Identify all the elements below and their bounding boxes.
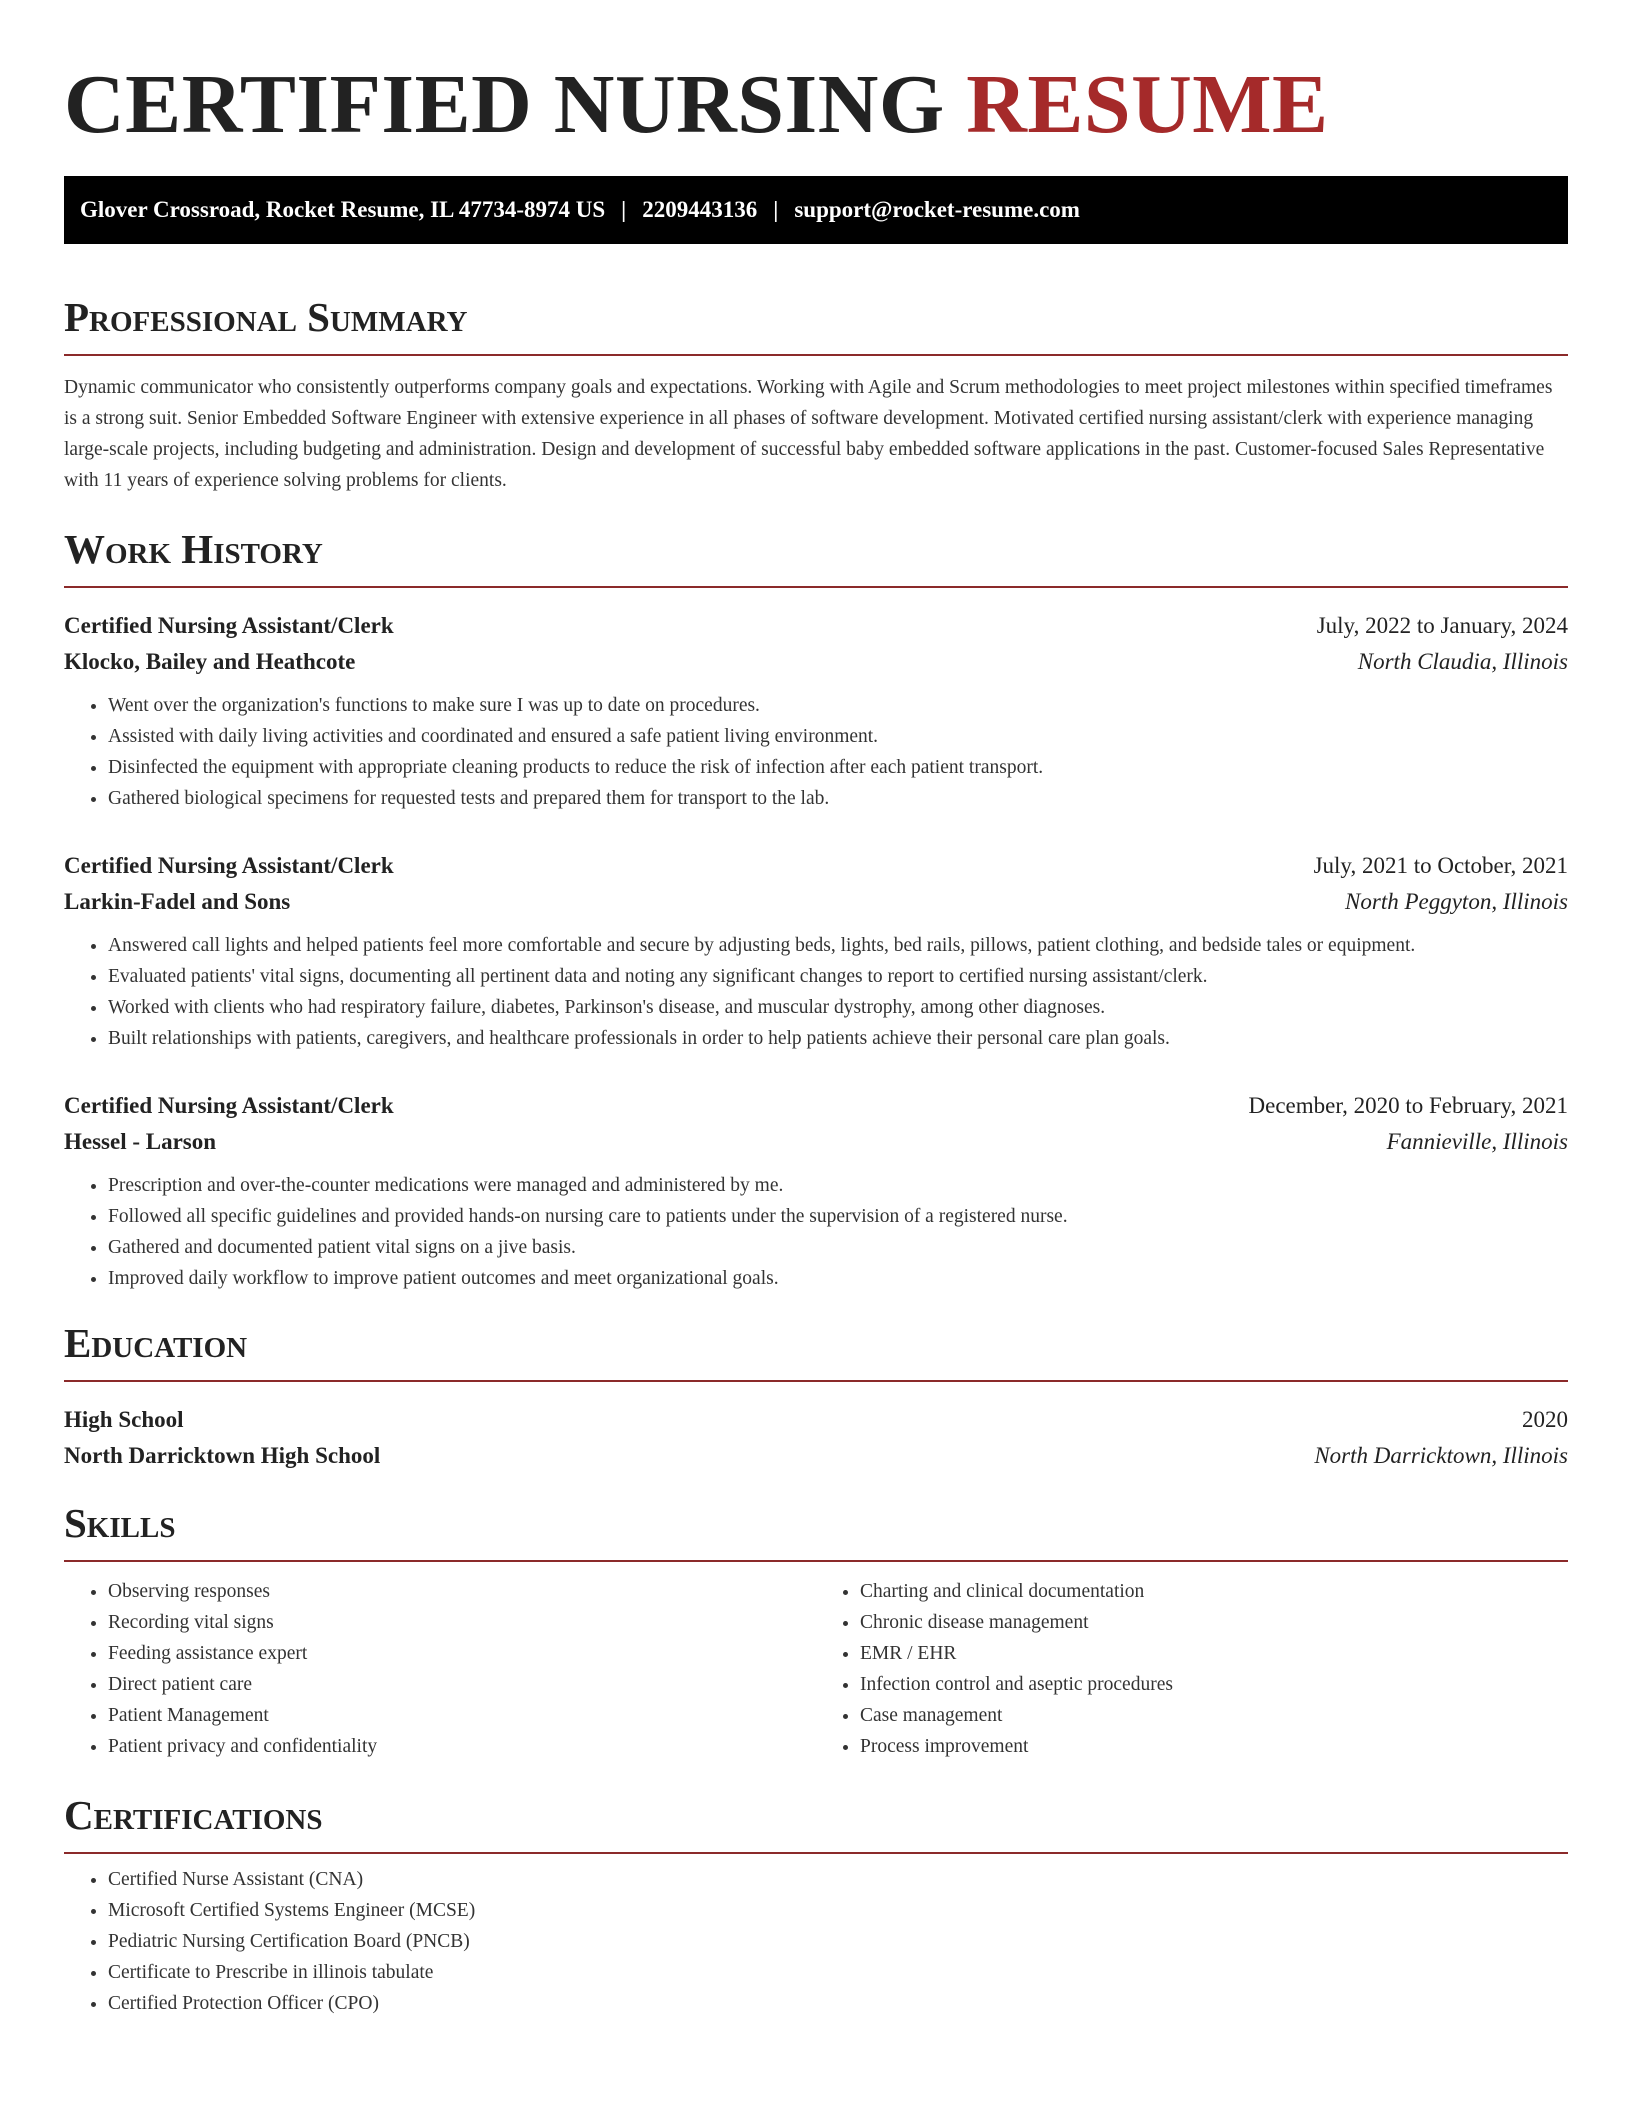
title-accent: RESUME: [966, 58, 1329, 151]
title-main: CERTIFIED NURSING: [64, 58, 945, 151]
contact-address: Glover Crossroad, Rocket Resume, IL 47734-8974 US: [80, 197, 606, 222]
education-heading: Education: [64, 1316, 1568, 1382]
certification-item: • Certified Nurse Assistant (CNA): [108, 1864, 1568, 1895]
education-location: North Darricktown, Illinois: [1314, 1443, 1568, 1468]
skill-item: • Infection control and aseptic procedures: [860, 1669, 1568, 1700]
skill-item: • Direct patient care: [108, 1669, 816, 1700]
skill-item: • Process improvement: [860, 1731, 1568, 1762]
job-location: North Claudia, Illinois: [1357, 649, 1568, 674]
contact-separator: |: [773, 197, 779, 222]
job-company: Larkin-Fadel and Sons: [64, 889, 291, 914]
skills-list-left: [64, 1576, 816, 1762]
contact-email[interactable]: support@rocket-resume.com: [794, 197, 1080, 222]
job-bullet: • Assisted with daily living activities and coordinated and ensured a safe patient living environment.: [108, 721, 1568, 752]
job-dates: July, 2022 to January, 2024: [1316, 613, 1568, 638]
skill-item: • Recording vital signs: [108, 1607, 816, 1638]
job-bullet: • Evaluated patients' vital signs, documenting all pertinent data and noting any significant changes to report to certified nursing assistant/clerk.: [108, 961, 1568, 992]
certifications-heading: Certifications: [64, 1788, 1568, 1854]
job-bullets: [64, 690, 1568, 814]
contact-separator: |: [621, 197, 627, 222]
job-bullet: • Prescription and over-the-counter medications were managed and administered by me.: [108, 1170, 1568, 1201]
job-title: Certified Nursing Assistant/Clerk: [64, 853, 394, 878]
certifications-list: [64, 1864, 1568, 2019]
job-bullet: • Answered call lights and helped patients feel more comfortable and secure by adjusting beds, lights, bed rails, pillows, patient clothing, and bedside tales or equipment.: [108, 930, 1568, 961]
job-dates: July, 2021 to October, 2021: [1313, 853, 1568, 878]
summary-text: Dynamic communicator who consistently outperforms company goals and expectations. Working with Agile and Scrum methodologies to meet project milestones within specified timeframes is a strong suit. Senior Embedded Software Engineer with extensive experience in all phases of software development. Motivated certified nursing assistant/clerk with experience managing large-scale projects, including budgeting and administration. Design and development of successful baby embedded software applications in the past. Customer-focused Sales Representative with 11 years of experience solving problems for clients.: [64, 377, 1553, 491]
job-bullet: • Built relationships with patients, caregivers, and healthcare professionals in order to help patients achieve their personal care plan goals.: [108, 1023, 1568, 1054]
job-bullet: • Worked with clients who had respiratory failure, diabetes, Parkinson's disease, and muscular dystrophy, among other diagnoses.: [108, 992, 1568, 1023]
skills-columns: [64, 1576, 1568, 1762]
job-title: Certified Nursing Assistant/Clerk: [64, 613, 394, 638]
education-entry: [64, 1402, 1568, 1474]
skill-item: • EMR / EHR: [860, 1638, 1568, 1669]
job-dates: December, 2020 to February, 2021: [1248, 1093, 1568, 1118]
contact-bar: [64, 176, 1568, 244]
certification-item: • Certificate to Prescribe in illinois tabulate: [108, 1957, 1568, 1988]
job-bullets: [64, 930, 1568, 1054]
contact-phone: 2209443136: [642, 197, 758, 222]
skills-list-right: [816, 1576, 1568, 1762]
skill-item: • Chronic disease management: [860, 1607, 1568, 1638]
job-bullet: • Gathered and documented patient vital signs on a jive basis.: [108, 1232, 1568, 1263]
work-history-heading: Work History: [64, 522, 1568, 588]
job-bullets: [64, 1170, 1568, 1294]
job-location: North Peggyton, Illinois: [1345, 889, 1568, 914]
skill-item: • Patient Management: [108, 1700, 816, 1731]
skill-item: • Observing responses: [108, 1576, 816, 1607]
job-location: Fannieville, Illinois: [1386, 1129, 1568, 1154]
job-bullet: • Disinfected the equipment with appropriate cleaning products to reduce the risk of infection after each patient transport.: [108, 752, 1568, 783]
summary-heading: Professional Summary: [64, 290, 1568, 356]
job-bullet: • Gathered biological specimens for requested tests and prepared them for transport to the lab.: [108, 783, 1568, 814]
job-bullet: • Improved daily workflow to improve patient outcomes and meet organizational goals.: [108, 1263, 1568, 1294]
job-title: Certified Nursing Assistant/Clerk: [64, 1093, 394, 1118]
education-school: North Darricktown High School: [64, 1443, 381, 1468]
job-company: Hessel - Larson: [64, 1129, 217, 1154]
skill-item: • Charting and clinical documentation: [860, 1576, 1568, 1607]
education-year: 2020: [1522, 1407, 1568, 1432]
job-entry: [64, 608, 1568, 814]
job-entry: [64, 1088, 1568, 1294]
certification-item: • Pediatric Nursing Certification Board (PNCB): [108, 1926, 1568, 1957]
education-degree: High School: [64, 1407, 184, 1432]
job-bullet: • Went over the organization's functions to make sure I was up to date on procedures.: [108, 690, 1568, 721]
skills-heading: Skills: [64, 1496, 1568, 1562]
certification-item: • Certified Protection Officer (CPO): [108, 1988, 1568, 2019]
job-company: Klocko, Bailey and Heathcote: [64, 649, 356, 674]
skill-item: • Feeding assistance expert: [108, 1638, 816, 1669]
certification-item: • Microsoft Certified Systems Engineer (MCSE): [108, 1895, 1568, 1926]
resume-title: [64, 56, 1568, 154]
skill-item: • Patient privacy and confidentiality: [108, 1731, 816, 1762]
skill-item: • Case management: [860, 1700, 1568, 1731]
job-entry: [64, 848, 1568, 1054]
job-bullet: • Followed all specific guidelines and provided hands-on nursing care to patients under the supervision of a registered nurse.: [108, 1201, 1568, 1232]
